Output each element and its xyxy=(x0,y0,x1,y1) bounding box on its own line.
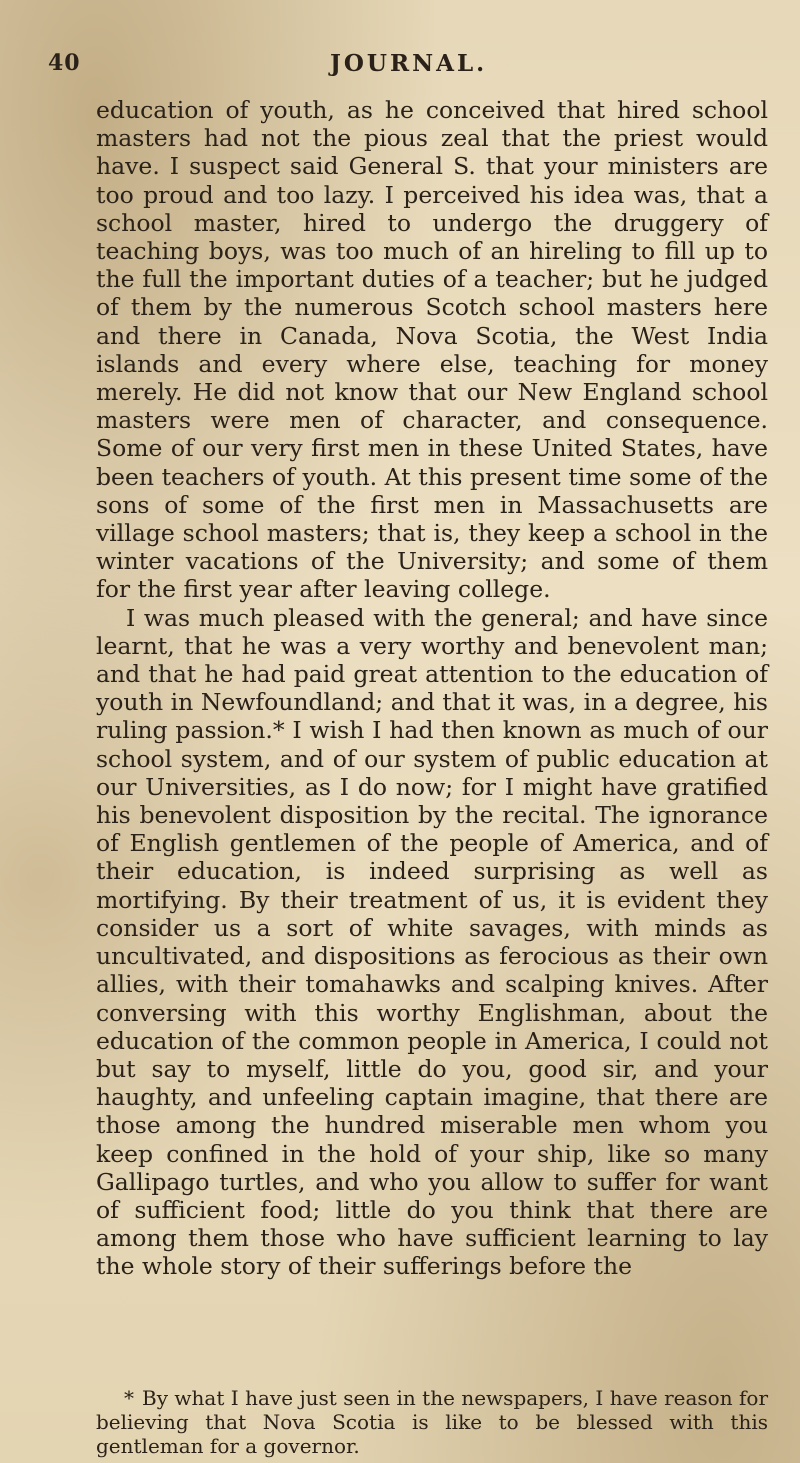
page-number: 40 xyxy=(48,50,81,76)
footnote xyxy=(96,1386,768,1458)
page-header xyxy=(0,40,800,80)
footnote-text: By what I have just seen in the newspapers, I have reason for believing that Nova Scotia is like to be blessed with this gentleman for a governor. xyxy=(96,1386,768,1458)
body-text xyxy=(96,96,768,1281)
paragraph-1: education of youth, as he conceived that hired school masters had not the pious zeal that the priest would have. I suspect said General S. that your ministers are too proud and too lazy. I perceived his idea was, that a school master, hired to undergo the druggery of teaching boys, was too much of an hireling to fill up to the full the important duties of a teacher; but he judged of them by the numerous Scotch school masters here and there in Canada, Nova Scotia, the West India islands and every where else, teaching for money merely. He did not know that our New England school masters were men of character, and consequence. Some of our very first men in these United States, have been teachers of youth. At this present time some of the sons of some of the first men in Massachusetts are village school masters; that is, they keep a school in the winter vacations of the University; and some of them for the first year after leaving college. xyxy=(96,96,768,604)
running-head: JOURNAL. xyxy=(330,50,488,77)
footnote-mark: * xyxy=(124,1386,134,1410)
paragraph-2: I was much pleased with the general; and have since learnt, that he was a very worthy and benevolent man; and that he had paid great attention to the education of youth in Newfoundland; and that it was, in a degree, his ruling passion.* I wish I had then known as much of our school system, and of our system of public education at our Universities, as I do now; for I might have gratified his benevolent disposition by the recital. The ignorance of English gentlemen of the people of America, and of their education, is indeed surprising as well as mortifying. By their treatment of us, it is evident they consider us a sort of white savages, with minds as uncultivated, and dispositions as ferocious as their own allies, with their tomahawks and scalping knives. After conversing with this worthy Englishman, about the education of the common people in America, I could not but say to myself, little do you, good sir, and your haughty, and unfeeling captain imagine, that there are those among the hundred miserable men whom you keep confined in the hold of your ship, like so many Gallipago turtles, and who you allow to suffer for want of sufficient food; little do you think that there are among them those who have sufficient learning to lay the whole story of their sufferings before the xyxy=(96,603,768,1281)
